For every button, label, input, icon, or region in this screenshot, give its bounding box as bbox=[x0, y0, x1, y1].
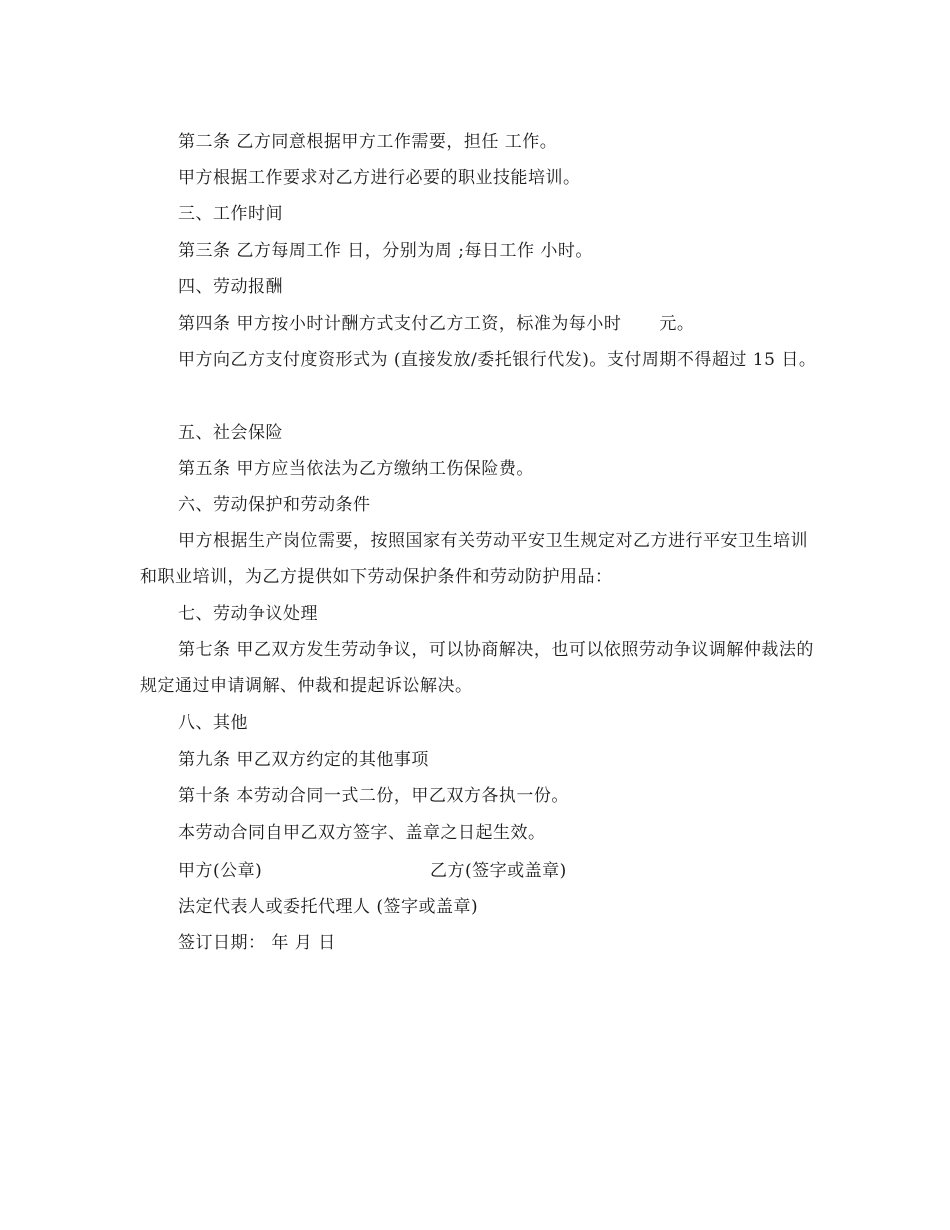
clause-4 bbox=[140, 306, 820, 342]
clause-3: 第三条 乙方每周工作 日，分别为周 ;每日工作 小时。 bbox=[178, 241, 593, 261]
section-heading-6: 六、劳动保护和劳动条件 bbox=[178, 495, 371, 515]
representative-line: 法定代表人或委托代理人 (签字或盖章) bbox=[178, 897, 479, 917]
effective-paragraph: 本劳动合同自甲乙双方签字、盖章之日起生效。 bbox=[178, 823, 546, 843]
sign-date-line: 签订日期： 年 月 日 bbox=[178, 933, 336, 953]
section-heading-7: 七、劳动争议处理 bbox=[178, 604, 318, 624]
clause-7: 第七条 甲乙双方发生劳动争议，可以协商解决，也可以依照劳动争议调解仲裁法的规定通过申请调解、仲裁和提起诉讼解决。 bbox=[140, 640, 814, 696]
party-a-seal: 甲方(公章) bbox=[178, 861, 263, 881]
clause-10: 第十条 本劳动合同一式二份，甲乙双方各执一份。 bbox=[178, 786, 569, 806]
clause-5: 第五条 甲方应当依法为乙方缴纳工伤保险费。 bbox=[178, 459, 534, 479]
signature-row bbox=[178, 853, 778, 889]
section-heading-5: 五、社会保险 bbox=[178, 423, 283, 443]
section-heading-8: 八、其他 bbox=[178, 713, 248, 733]
section-heading-4: 四、劳动报酬 bbox=[178, 277, 283, 297]
party-b-signature: 乙方(签字或盖章) bbox=[430, 861, 567, 881]
payment-paragraph: 甲方向乙方支付度资形式为 (直接发放/委托银行代发)。支付周期不得超过 15 日。 bbox=[178, 350, 817, 370]
training-paragraph: 甲方根据工作要求对乙方进行必要的职业技能培训。 bbox=[178, 168, 581, 188]
wage-unit: 元。 bbox=[659, 314, 695, 334]
clause-4-text: 第四条 甲方按小时计酬方式支付乙方工资，标准为每小时 bbox=[178, 314, 622, 334]
safety-paragraph: 甲方根据生产岗位需要，按照国家有关劳动平安卫生规定对乙方进行平安卫生培训和职业培训，为乙方提供如下劳动保护条件和劳动防护用品： bbox=[140, 531, 808, 587]
clause-9: 第九条 甲乙双方约定的其他事项 bbox=[178, 750, 429, 770]
section-heading-3: 三、工作时间 bbox=[178, 204, 283, 224]
clause-2: 第二条 乙方同意根据甲方工作需要，担任 工作。 bbox=[178, 132, 558, 152]
